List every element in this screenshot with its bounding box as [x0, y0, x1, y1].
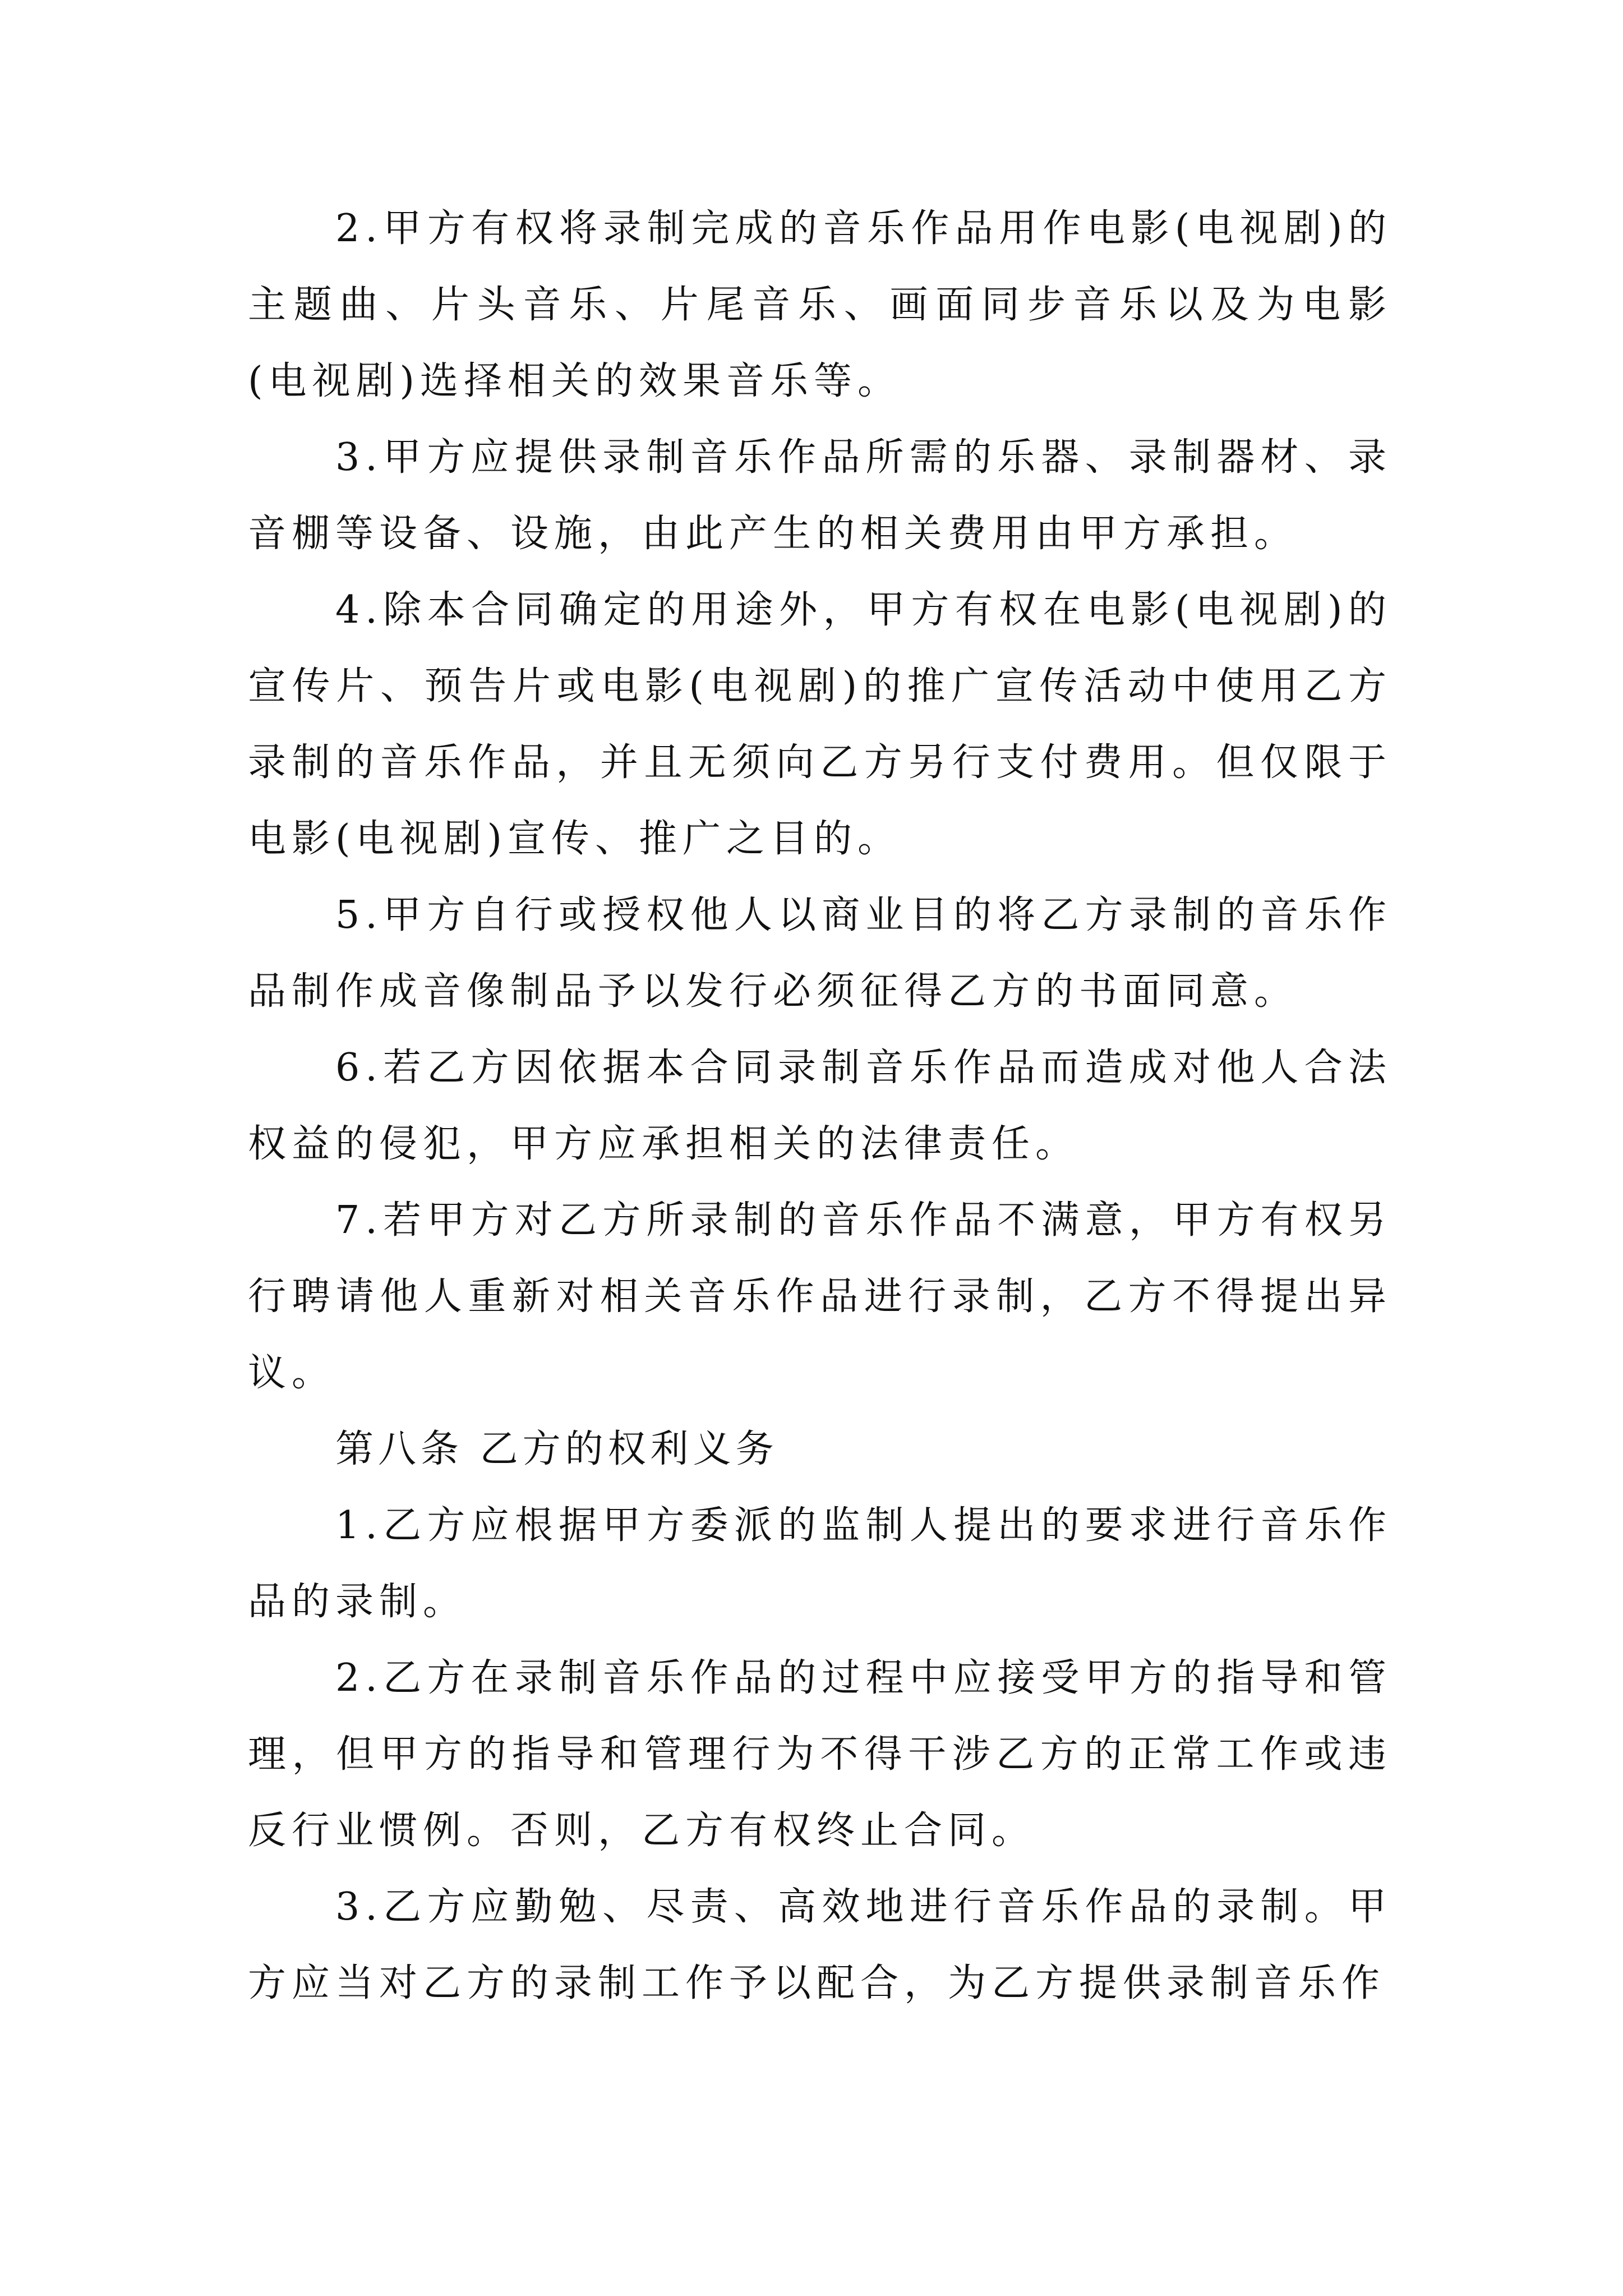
clause-7-4: 4.除本合同确定的用途外，甲方有权在电影(电视剧)的宣传片、预告片或电影(电视剧)的推广宣传活动中使用乙方录制的音乐作品，并且无须向乙方另行支付费用。但仅限于电影(电视剧)宣传、推广之目的。	[248, 588, 1392, 861]
clause-7-5: 5.甲方自行或授权他人以商业目的将乙方录制的音乐作品制作成音像制品予以发行必须征得乙方的书面同意。	[248, 893, 1392, 1014]
document-body	[248, 191, 1392, 2022]
section-heading-article-8: 第八条 乙方的权利义务	[335, 1427, 778, 1471]
clause-7-3: 3.甲方应提供录制音乐作品所需的乐器、录制器材、录音棚等设备、设施，由此产生的相关费用由甲方承担。	[248, 435, 1392, 556]
clause-7-7: 7.若甲方对乙方所录制的音乐作品不满意，甲方有权另行聘请他人重新对相关音乐作品进行录制，乙方不得提出异议。	[248, 1198, 1392, 1395]
clause-8-2: 2.乙方在录制音乐作品的过程中应接受甲方的指导和管理，但甲方的指导和管理行为不得干涉乙方的正常工作或违反行业惯例。否则，乙方有权终止合同。	[248, 1656, 1392, 1853]
clause-7-6: 6.若乙方因依据本合同录制音乐作品而造成对他人合法权益的侵犯，甲方应承担相关的法律责任。	[248, 1046, 1392, 1166]
clause-8-3: 3.乙方应勤勉、尽责、高效地进行音乐作品的录制。甲方应当对乙方的录制工作予以配合，为乙方提供录制音乐作	[248, 1885, 1392, 2005]
clause-7-2: 2.甲方有权将录制完成的音乐作品用作电影(电视剧)的主题曲、片头音乐、片尾音乐、画面同步音乐以及为电影(电视剧)选择相关的效果音乐等。	[248, 206, 1392, 403]
clause-8-1: 1.乙方应根据甲方委派的监制人提出的要求进行音乐作品的录制。	[248, 1503, 1392, 1624]
